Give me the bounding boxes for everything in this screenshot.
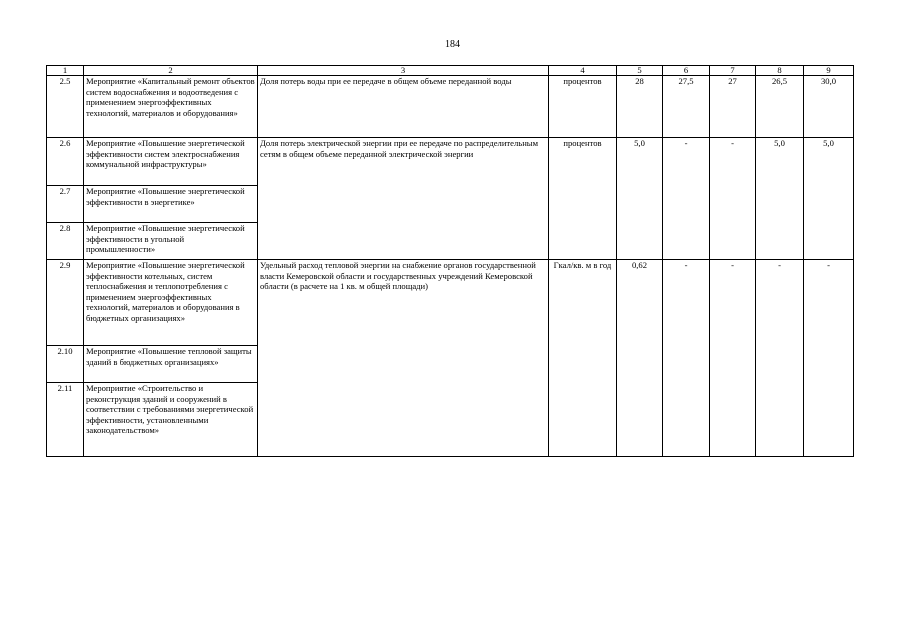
indicators-table bbox=[46, 65, 854, 457]
header-cell: 7 bbox=[710, 66, 756, 76]
row-number: 2.6 bbox=[47, 138, 84, 186]
row-number: 2.8 bbox=[47, 223, 84, 260]
value-cell: 27,5 bbox=[663, 76, 710, 138]
header-cell: 3 bbox=[258, 66, 549, 76]
header-cell: 4 bbox=[549, 66, 617, 76]
value-cell: 5,0 bbox=[804, 138, 854, 260]
measure-cell: Мероприятие «Строительство и реконструкция зданий и сооружений в соответствии с требованиями энергетической эффективности, установленными законодательством» bbox=[84, 383, 258, 457]
measure-cell: Мероприятие «Повышение энергетической эффективности в угольной промышленности» bbox=[84, 223, 258, 260]
value-cell: - bbox=[804, 260, 854, 457]
value-cell: 27 bbox=[710, 76, 756, 138]
table-row bbox=[47, 260, 854, 346]
value-cell: 5,0 bbox=[756, 138, 804, 260]
value-cell: - bbox=[663, 138, 710, 260]
value-cell: - bbox=[710, 260, 756, 457]
unit-cell: процентов bbox=[549, 138, 617, 260]
value-cell: - bbox=[710, 138, 756, 260]
header-cell: 2 bbox=[84, 66, 258, 76]
indicator-cell: Доля потерь воды при ее передаче в общем объеме переданной воды bbox=[258, 76, 549, 138]
row-number: 2.5 bbox=[47, 76, 84, 138]
value-cell: 5,0 bbox=[617, 138, 663, 260]
row-number: 2.7 bbox=[47, 186, 84, 223]
header-cell: 8 bbox=[756, 66, 804, 76]
value-cell: 0,62 bbox=[617, 260, 663, 457]
value-cell: - bbox=[756, 260, 804, 457]
header-cell: 1 bbox=[47, 66, 84, 76]
table-header-row bbox=[47, 66, 854, 76]
table-row bbox=[47, 76, 854, 138]
unit-cell: процентов bbox=[549, 76, 617, 138]
row-number: 2.9 bbox=[47, 260, 84, 346]
page-number: 184 bbox=[445, 39, 460, 50]
value-cell: - bbox=[663, 260, 710, 457]
header-cell: 6 bbox=[663, 66, 710, 76]
measure-cell: Мероприятие «Повышение энергетической эффективности котельных, систем теплоснабжения и теплопотребления с применением энергоэффективных технологий, материалов и оборудования в бюджетных организациях» bbox=[84, 260, 258, 346]
value-cell: 28 bbox=[617, 76, 663, 138]
indicator-cell: Доля потерь электрической энергии при ее передаче по распределительным сетям в общем объеме переданной электрической энергии bbox=[258, 138, 549, 260]
header-cell: 5 bbox=[617, 66, 663, 76]
measure-cell: Мероприятие «Повышение тепловой защиты зданий в бюджетных организациях» bbox=[84, 346, 258, 383]
measure-cell: Мероприятие «Повышение энергетической эффективности систем электроснабжения коммунальной инфраструктуры» bbox=[84, 138, 258, 186]
table-row bbox=[47, 138, 854, 186]
value-cell: 30,0 bbox=[804, 76, 854, 138]
measure-cell: Мероприятие «Капитальный ремонт объектов систем водоснабжения и водоотведения с применением энергоэффективных технологий, материалов и оборудования» bbox=[84, 76, 258, 138]
row-number: 2.11 bbox=[47, 383, 84, 457]
value-cell: 26,5 bbox=[756, 76, 804, 138]
header-cell: 9 bbox=[804, 66, 854, 76]
row-number: 2.10 bbox=[47, 346, 84, 383]
unit-cell: Гкал/кв. м в год bbox=[549, 260, 617, 457]
measure-cell: Мероприятие «Повышение энергетической эффективности в энергетике» bbox=[84, 186, 258, 223]
indicator-cell: Удельный расход тепловой энергии на снабжение органов государственной власти Кемеровской области и государственных учреждений Кемеровской области (в расчете на 1 кв. м общей площади) bbox=[258, 260, 549, 457]
